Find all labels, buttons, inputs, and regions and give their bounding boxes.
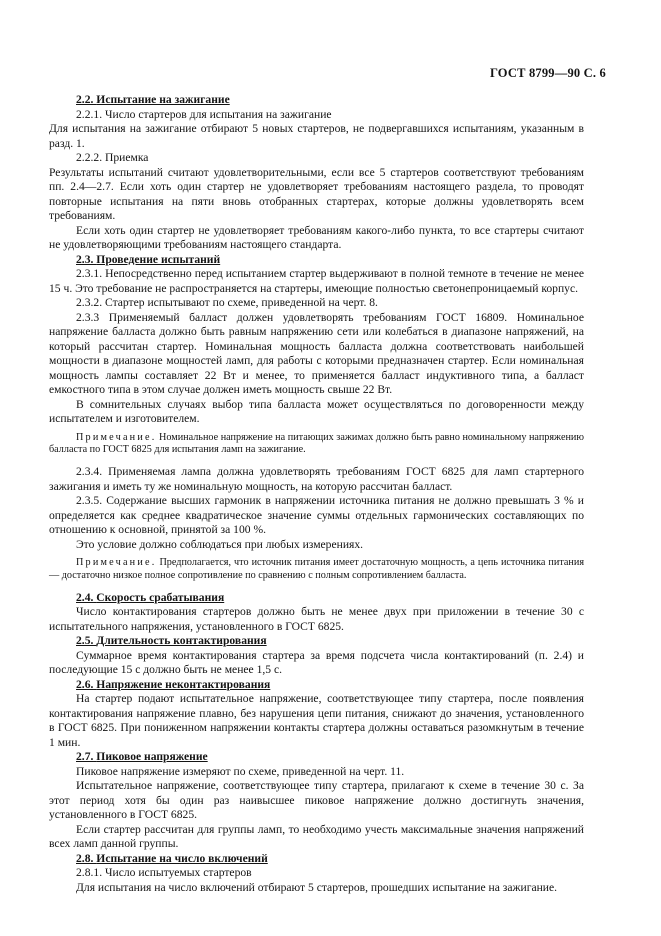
- paragraph: Если хоть один стартер не удовлетворяет требованиям какого-либо пункта, то все стартеры считают не удовлетворяющими требованиям настоящего стандарта.: [49, 223, 584, 251]
- section-number: 2.3.: [76, 252, 94, 266]
- section-title: Пиковое напряжение: [96, 750, 208, 764]
- note-paragraph: [49, 432, 584, 458]
- section-title: Скорость срабатывания: [96, 590, 225, 604]
- section-number: 2.2.: [76, 93, 94, 106]
- paragraph: 2.3.2. Стартер испытывают по схеме, приведенной на черт. 8.: [76, 296, 378, 309]
- subsection-heading: 2.2.1. Число стартеров для испытания на зажигание: [76, 107, 332, 121]
- section-title: Проведение испытаний: [96, 252, 221, 266]
- section-heading: [49, 93, 584, 108]
- subsection-heading: 2.2.2. Приемка: [76, 151, 149, 164]
- section-heading: [49, 634, 584, 649]
- section-title: Испытание на зажигание: [96, 93, 230, 106]
- note-label: Примечание.: [76, 431, 157, 443]
- page-header: ГОСТ 8799—90 С. 6: [489, 66, 606, 80]
- document-body: [49, 93, 584, 895]
- section-heading: [49, 591, 584, 606]
- paragraph: Число контактирования стартеров должно быть не менее двух при приложении в течение 30 с испытательного напряжения, установленного в ГОСТ 6825.: [49, 605, 584, 633]
- note-text: Предполагается, что источник питания имеет достаточную мощность, а цепь источника питания — достаточно низкое полное сопротивление по сравнению с полным сопротивлением балласта.: [49, 557, 585, 581]
- paragraph: 2.3.1. Непосредственно перед испытанием стартер выдерживают в полной темноте в течение не менее 15 ч. Это требование не распространяется на стартеры, имеющие полностью светонепроницаемый корпус.: [49, 267, 584, 295]
- paragraph: Для испытания на число включений отбирают 5 стартеров, прошедших испытание на зажигание.: [76, 880, 558, 894]
- paragraph: Суммарное время контактирования стартера за время подсчета числа контактирований (п. 2.4) и последующие 15 с должно быть не менее 1,5 с.: [49, 648, 584, 677]
- paragraph: Пиковое напряжение измеряют по схеме, приведенной на черт. 11.: [76, 764, 405, 778]
- paragraph: 2.3.5. Содержание высших гармоник в напряжении источника питания не должно превышать 3 % и определяется как среднее квадратическое значение суммы отдельных гармонических составляющих по отношению к основной, принятой за 100 %.: [49, 494, 584, 537]
- section-heading: [49, 750, 584, 765]
- paragraph: Для испытания на зажигание отбирают 5 новых стартеров, не подвергавшихся испытаниям, указанным в разд. 1.: [49, 122, 584, 150]
- section-heading: [49, 852, 584, 867]
- section-title: Испытание на число включений: [96, 851, 268, 865]
- section-number: 2.8.: [76, 851, 94, 865]
- section-title: Напряжение неконтактирования: [96, 677, 271, 691]
- note-label: Примечание.: [76, 557, 157, 569]
- paragraph: Результаты испытаний считают удовлетворительными, если все 5 стартеров соответствуют требованиям пп. 2.4—2.7. Если хоть один стартер не удовлетворяет требованиям настоящего раздела, то проводят повторные испытания на пяти вновь отобранных стартерах, которые должны удовлетворять всем требованиям.: [49, 165, 584, 222]
- section-title: Длительность контактирования: [96, 634, 267, 648]
- paragraph: Испытательное напряжение, соответствующее типу стартера, прилагают к схеме в течение 30 с. За этот период хотя бы один раз наивысшее пиковое напряжение должно достигнуть значения, установленного в ГОСТ 6825.: [49, 779, 584, 822]
- paragraph: Это условие должно соблюдаться при любых измерениях.: [76, 537, 364, 551]
- section-heading: [49, 253, 584, 268]
- section-heading: [49, 678, 584, 693]
- note-text: Номинальное напряжение на питающих зажимах должно быть равно номинальному напряжению балласта по ГОСТ 6825 для испытания ламп на зажигание.: [49, 431, 584, 456]
- section-number: 2.5.: [76, 634, 94, 648]
- subsection-heading: 2.8.1. Число испытуемых стартеров: [76, 866, 252, 880]
- section-number: 2.7.: [76, 750, 94, 764]
- note-paragraph: [49, 557, 584, 583]
- paragraph: В сомнительных случаях выбор типа балласта может осуществляться по договоренности между испытателем и изготовителем.: [49, 397, 584, 425]
- paragraph: Если стартер рассчитан для группы ламп, то необходимо учесть максимальные значения напряжений всех ламп данной группы.: [49, 822, 584, 851]
- paragraph: 2.3.4. Применяемая лампа должна удовлетворять требованиям ГОСТ 6825 для ламп стартерного зажигания и иметь ту же номинальную мощность, на которую рассчитан балласт.: [49, 465, 584, 493]
- section-number: 2.4.: [76, 590, 94, 604]
- paragraph: На стартер подают испытательное напряжение, соответствующее типу стартера, после появления контактирования напряжение плавно, без нарушения цепи питания, снижают до значения, установленного в ГОСТ 6825. При пониженном напряжении контакты стартера должны оставаться разомкнутым в течение 1 мин.: [49, 692, 584, 749]
- section-number: 2.6.: [76, 677, 94, 691]
- paragraph: 2.3.3 Применяемый балласт должен удовлетворять требованиям ГОСТ 16809. Номинальное напряжение балласта должно быть равным напряжению сети или колебаться в диапазоне напряжений, на который рассчитан стартер. Номинальная мощность балласта должна соответствовать наибольшей мощности в диапазоне мощностей ламп, для работы с которыми предназначен стартер. Если номинальная мощность лампы составляет 22 Вт и менее, то применяется балласт индуктивного типа, а балласт емкостного типа в этом случае должен иметь мощность свыше 22 Вт.: [49, 310, 584, 396]
